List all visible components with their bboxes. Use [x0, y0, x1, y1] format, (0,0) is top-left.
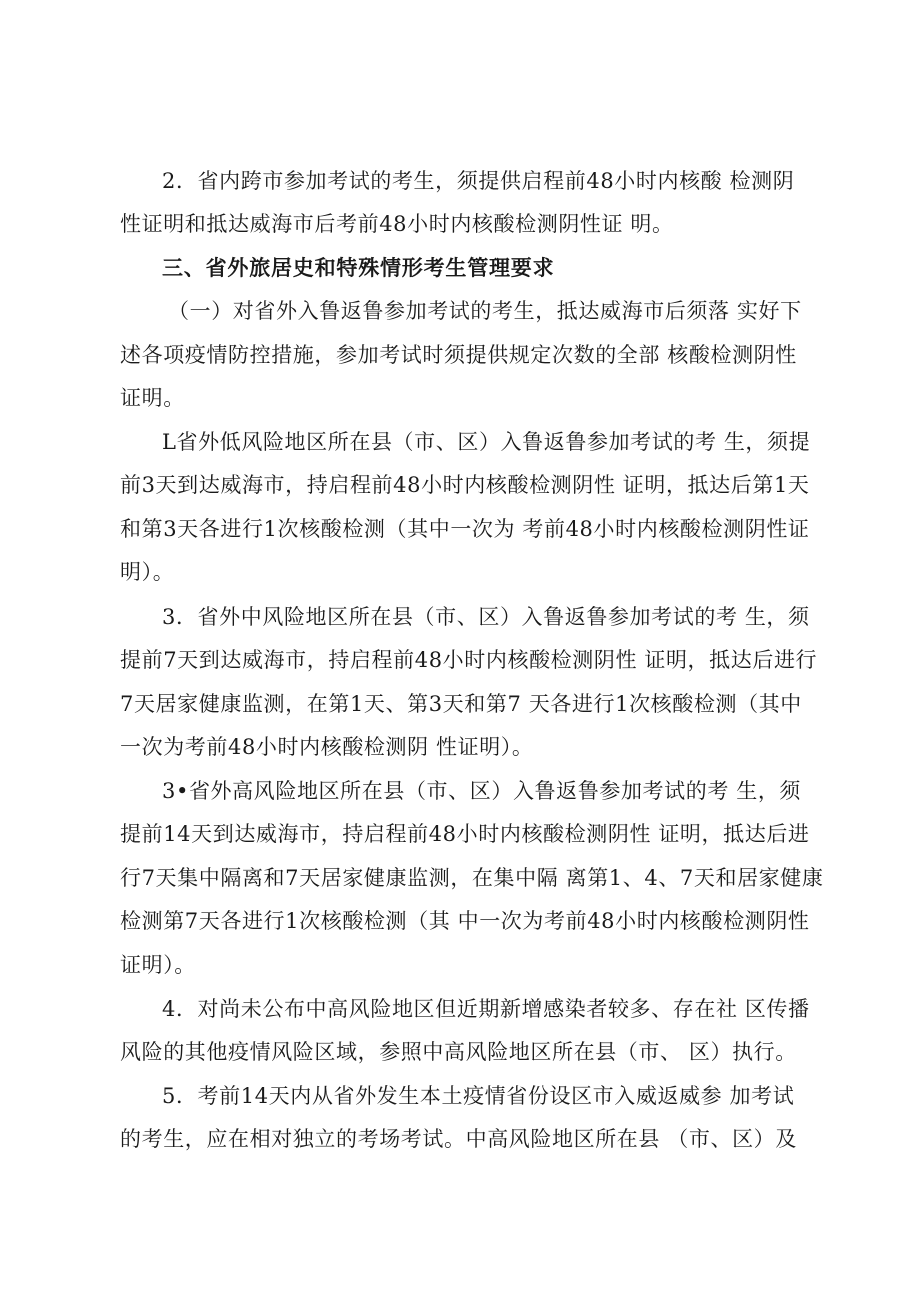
paragraph-line: 性证明和抵达威海市后考前48小时内核酸检测阴性证 明。	[120, 212, 674, 236]
paragraph-line: 述各项疫情防控措施，参加考试时须提供规定次数的全部 核酸检测阴性	[120, 343, 797, 367]
paragraph-line: 前3天到达威海市，持启程前48小时内核酸检测阴性 证明，抵达后第1天	[120, 473, 810, 497]
section-heading: 三、省外旅居史和特殊情形考生管理要求	[162, 256, 555, 280]
paragraph-line: 2．省内跨市参加考试的考生，须提供启程前48小时内核酸 检测阴	[162, 169, 795, 193]
paragraph-line: 证明）。	[120, 953, 196, 977]
paragraph-line: 7天居家健康监测，在第1天、第3天和第7 天各进行1次核酸检测（其中	[120, 692, 802, 716]
paragraph-line: （一）对省外入鲁返鲁参加考试的考生，抵达威海市后须落 实好下	[168, 299, 802, 323]
paragraph-line: 4．对尚未公布中高风险地区但近期新增感染者较多、存在社 区传播	[162, 997, 810, 1021]
paragraph-line: 和第3天各进行1次核酸检测（其中一次为 考前48小时内核酸检测阴性证	[120, 517, 810, 541]
paragraph-line: L省外低风险地区所在县（市、区）入鲁返鲁参加考试的考 生，须提	[162, 430, 811, 454]
paragraph-line: 5．考前14天内从省外发生本土疫情省份设区市入威返威参 加考试	[162, 1084, 795, 1108]
paragraph-line: 3．省外中风险地区所在县（市、区）入鲁返鲁参加考试的考 生，须	[162, 605, 810, 629]
paragraph-line: 3•省外高风险地区所在县（市、区）入鲁返鲁参加考试的考 生，须	[162, 779, 802, 803]
paragraph-line: 风险的其他疫情风险区域，参照中高风险地区所在县（市、 区）执行。	[120, 1040, 797, 1064]
paragraph-line: 一次为考前48小时内核酸检测阴 性证明）。	[120, 735, 534, 759]
paragraph-line: 提前14天到达威海市，持启程前48小时内核酸检测阴性 证明，抵达后进	[120, 822, 810, 846]
paragraph-line: 证明。	[120, 386, 185, 410]
paragraph-line: 明）。	[120, 560, 175, 584]
paragraph-line: 检测第7天各进行1次核酸检测（其 中一次为考前48小时内核酸检测阴性	[120, 909, 810, 933]
paragraph-line: 提前7天到达威海市，持启程前48小时内核酸检测阴性 证明，抵达后进行	[120, 648, 818, 672]
paragraph-line: 行7天集中隔离和7天居家健康监测，在集中隔 离第1、4、7天和居家健康	[120, 866, 824, 890]
paragraph-line: 的考生，应在相对独立的考场考试。中高风险地区所在县 （市、区）及	[120, 1127, 797, 1151]
